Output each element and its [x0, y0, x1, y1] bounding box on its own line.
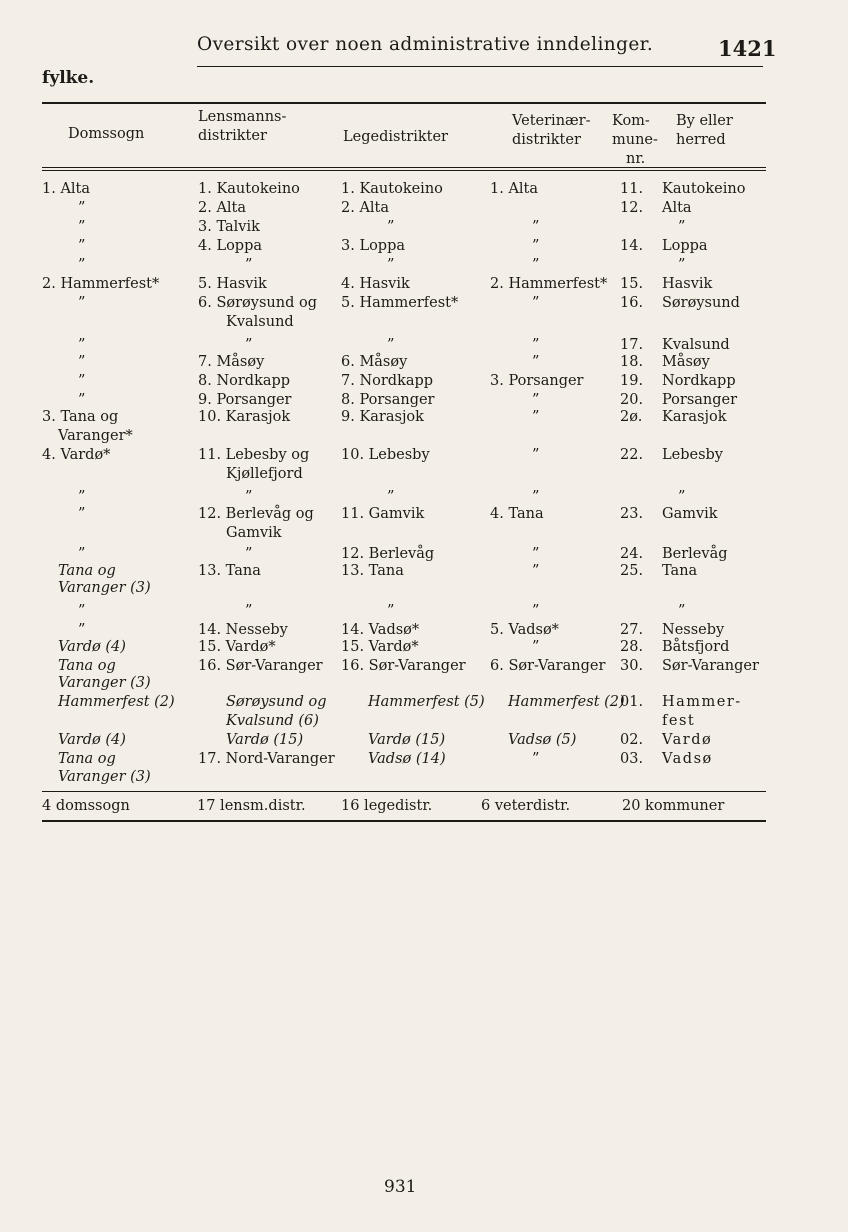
- domssogn-cell: 1. Alta: [42, 181, 91, 197]
- veterinaer-cell: ”: [532, 489, 540, 505]
- lensmann-cell: ”: [245, 257, 253, 273]
- by-herred-cell: Måsøy: [662, 354, 710, 370]
- by-herred-cell: Vardø: [662, 732, 713, 748]
- table-top-rule: [42, 102, 766, 104]
- domssogn-cell: 3. Tana og: [42, 409, 119, 425]
- lensmann-cell: ”: [245, 603, 253, 619]
- domssogn-cell: Tana og: [58, 563, 116, 579]
- lege-cell: 15. Vardø*: [341, 639, 419, 655]
- veterinaer-cell: ”: [532, 219, 540, 235]
- domssogn-cell: ”: [78, 373, 86, 389]
- lege-cell: ”: [387, 603, 395, 619]
- header-bottom-rule: [42, 167, 766, 168]
- lege-cell: 16. Sør-Varanger: [341, 658, 466, 674]
- page-footer-number: 931: [384, 1177, 417, 1197]
- veterinaer-cell: 3. Porsanger: [490, 373, 584, 389]
- header-bottom-rule-2: [42, 170, 766, 171]
- header-rule: [197, 66, 763, 67]
- veterinaer-cell: 1. Alta: [490, 181, 539, 197]
- veterinaer-cell: ”: [532, 337, 540, 353]
- veterinaer-cell: Hammerfest (2): [508, 694, 625, 710]
- kommune-nr-cell: 16.: [620, 295, 644, 311]
- kommune-nr-cell: 03.: [620, 751, 644, 767]
- lensmann-cell: 12. Berlevåg og: [198, 506, 314, 522]
- lege-cell: 6. Måsøy: [341, 354, 408, 370]
- kommune-nr-cell: 23.: [620, 506, 644, 522]
- lege-cell: 9. Karasjok: [341, 409, 424, 425]
- column-header-veterinaer: [512, 112, 591, 150]
- lensmann-cell: Kvalsund: [226, 314, 294, 330]
- veterinaer-cell: ”: [532, 447, 540, 463]
- lensmann-cell: 8. Nordkapp: [198, 373, 291, 389]
- domssogn-cell: ”: [78, 546, 86, 562]
- by-herred-cell: Nordkapp: [662, 373, 736, 389]
- lensmann-cell: Kjøllefjord: [226, 466, 303, 482]
- domssogn-cell: Varanger (3): [58, 675, 151, 691]
- veterinaer-cell: ”: [532, 295, 540, 311]
- kommune-nr-cell: 12.: [620, 200, 644, 216]
- lege-cell: 4. Hasvik: [341, 276, 410, 292]
- domssogn-cell: Varanger*: [58, 428, 133, 444]
- veterinaer-cell: ”: [532, 751, 540, 767]
- by-herred-cell: Alta: [662, 200, 692, 216]
- lensmann-cell: 11. Lebesby og: [198, 447, 310, 463]
- by-herred-cell: Berlevåg: [662, 546, 728, 562]
- kommune-nr-cell: 24.: [620, 546, 644, 562]
- lensmann-cell: 2. Alta: [198, 200, 247, 216]
- lege-cell: Vadsø (14): [368, 751, 446, 767]
- lege-cell: ”: [387, 219, 395, 235]
- kommune-nr-cell: 22.: [620, 447, 644, 463]
- domssogn-cell: ”: [78, 200, 86, 216]
- kommune-nr-cell: 2ø.: [620, 409, 643, 425]
- domssogn-cell: ”: [78, 238, 86, 254]
- by-herred-cell: Nesseby: [662, 622, 725, 638]
- lensmann-cell: Sørøysund og: [226, 694, 327, 710]
- total-domssogn: 4 domssogn: [42, 798, 130, 814]
- kommune-nr-cell: 14.: [620, 238, 644, 254]
- lensmann-cell: Vardø (15): [226, 732, 304, 748]
- by-herred-cell: ”: [678, 257, 686, 273]
- domssogn-cell: ”: [78, 354, 86, 370]
- domssogn-cell: ”: [78, 622, 86, 638]
- column-header-veterinaer-line1: Veterinær-: [512, 113, 591, 129]
- kommune-nr-cell: 30.: [620, 658, 644, 674]
- lensmann-cell: 15. Vardø*: [198, 639, 276, 655]
- domssogn-cell: ”: [78, 506, 86, 522]
- lege-cell: 7. Nordkapp: [341, 373, 434, 389]
- column-header-lensmann-line1: Lensmanns-: [198, 109, 287, 125]
- veterinaer-cell: 4. Tana: [490, 506, 544, 522]
- domssogn-cell: ”: [78, 337, 86, 353]
- domssogn-cell: Hammerfest (2): [58, 694, 175, 710]
- domssogn-cell: ”: [78, 295, 86, 311]
- lege-cell: 10. Lebesby: [341, 447, 430, 463]
- lensmann-cell: 4. Loppa: [198, 238, 263, 254]
- column-header-kommune: [612, 112, 658, 169]
- lensmann-cell: ”: [245, 337, 253, 353]
- column-header-by-line1: By eller: [676, 113, 733, 129]
- domssogn-cell: ”: [78, 392, 86, 408]
- column-header-kommune-line2: mune-: [612, 132, 658, 148]
- veterinaer-cell: ”: [532, 354, 540, 370]
- lensmann-cell: Gamvik: [226, 525, 282, 541]
- domssogn-cell: ”: [78, 603, 86, 619]
- by-herred-cell: Gamvik: [662, 506, 718, 522]
- column-header-lensmann-line2: distrikter: [198, 128, 267, 144]
- kommune-nr-cell: 11.: [620, 181, 644, 197]
- lensmann-cell: Kvalsund (6): [226, 713, 319, 729]
- by-herred-cell: Hasvik: [662, 276, 713, 292]
- veterinaer-cell: 2. Hammerfest*: [490, 276, 608, 292]
- by-herred-cell: Sørøysund: [662, 295, 740, 311]
- domssogn-cell: Vardø (4): [58, 639, 126, 655]
- kommune-nr-cell: 02.: [620, 732, 644, 748]
- lege-cell: Vardø (15): [368, 732, 446, 748]
- column-header-veterinaer-line2: distrikter: [512, 132, 581, 148]
- by-herred-cell: Karasjok: [662, 409, 727, 425]
- veterinaer-cell: ”: [532, 238, 540, 254]
- total-lensmann: 17 lensm.distr.: [197, 798, 306, 814]
- by-herred-cell: ”: [678, 603, 686, 619]
- column-header-lege: Legedistrikter: [343, 129, 448, 145]
- lensmann-cell: 3. Talvik: [198, 219, 260, 235]
- lege-cell: 5. Hammerfest*: [341, 295, 459, 311]
- veterinaer-cell: ”: [532, 392, 540, 408]
- by-herred-cell: Sør-Varanger: [662, 658, 759, 674]
- lege-cell: ”: [387, 489, 395, 505]
- domssogn-cell: 4. Vardø*: [42, 447, 111, 463]
- lensmann-cell: 16. Sør-Varanger: [198, 658, 323, 674]
- total-kommuner: 20 kommuner: [622, 798, 725, 814]
- column-header-kommune-line3: nr.: [626, 151, 646, 167]
- column-header-by-line2: herred: [676, 132, 726, 148]
- lege-cell: 3. Loppa: [341, 238, 406, 254]
- veterinaer-cell: 6. Sør-Varanger: [490, 658, 606, 674]
- domssogn-cell: Vardø (4): [58, 732, 126, 748]
- veterinaer-cell: Vadsø (5): [508, 732, 577, 748]
- by-herred-cell: Loppa: [662, 238, 708, 254]
- lege-cell: ”: [387, 337, 395, 353]
- by-herred-cell: Hammer-: [662, 694, 742, 710]
- kommune-nr-cell: 20.: [620, 392, 644, 408]
- domssogn-cell: ”: [78, 257, 86, 273]
- kommune-nr-cell: 01.: [620, 694, 644, 710]
- by-herred-cell: Porsanger: [662, 392, 738, 408]
- lege-cell: 2. Alta: [341, 200, 390, 216]
- veterinaer-cell: ”: [532, 546, 540, 562]
- lensmann-cell: 5. Hasvik: [198, 276, 267, 292]
- by-herred-cell: Kautokeino: [662, 181, 746, 197]
- total-lege: 16 legedistr.: [341, 798, 433, 814]
- kommune-nr-cell: 19.: [620, 373, 644, 389]
- domssogn-cell: ”: [78, 219, 86, 235]
- lege-cell: 8. Porsanger: [341, 392, 435, 408]
- by-herred-cell: ”: [678, 489, 686, 505]
- veterinaer-cell: ”: [532, 603, 540, 619]
- column-header-domssogn: Domssogn: [68, 126, 145, 142]
- column-header-lensmann: [198, 108, 286, 146]
- lege-cell: 13. Tana: [341, 563, 404, 579]
- veterinaer-cell: ”: [532, 257, 540, 273]
- lege-cell: 11. Gamvik: [341, 506, 425, 522]
- domssogn-cell: Tana og: [58, 658, 116, 674]
- lensmann-cell: 6. Sørøysund og: [198, 295, 317, 311]
- domssogn-cell: Varanger (3): [58, 769, 151, 785]
- by-herred-cell: Kvalsund: [662, 337, 730, 353]
- veterinaer-cell: ”: [532, 409, 540, 425]
- lensmann-cell: 9. Porsanger: [198, 392, 292, 408]
- lensmann-cell: 13. Tana: [198, 563, 261, 579]
- lege-cell: ”: [387, 257, 395, 273]
- veterinaer-cell: ”: [532, 639, 540, 655]
- table-bottom-rule: [42, 820, 766, 822]
- kommune-nr-cell: 27.: [620, 622, 644, 638]
- veterinaer-cell: ”: [532, 563, 540, 579]
- domssogn-cell: ”: [78, 489, 86, 505]
- kommune-nr-cell: 28.: [620, 639, 644, 655]
- lege-cell: Hammerfest (5): [368, 694, 485, 710]
- by-herred-cell: Båtsfjord: [662, 639, 730, 655]
- column-header-kommune-line1: Kom-: [612, 113, 650, 129]
- domssogn-cell: Tana og: [58, 751, 116, 767]
- by-herred-cell: Vadsø: [662, 751, 713, 767]
- by-herred-cell: Lebesby: [662, 447, 723, 463]
- kommune-nr-cell: 25.: [620, 563, 644, 579]
- by-herred-cell: ”: [678, 219, 686, 235]
- domssogn-cell: Varanger (3): [58, 580, 151, 596]
- lensmann-cell: 10. Karasjok: [198, 409, 291, 425]
- by-herred-cell: Tana: [662, 563, 698, 579]
- totals-top-rule: [42, 791, 766, 792]
- lensmann-cell: ”: [245, 489, 253, 505]
- lege-cell: 14. Vadsø*: [341, 622, 420, 638]
- lensmann-cell: ”: [245, 546, 253, 562]
- kommune-nr-cell: 18.: [620, 354, 644, 370]
- page-number: 1421: [718, 36, 777, 61]
- total-veterinaer: 6 veterdistr.: [481, 798, 571, 814]
- column-header-by-herred: [676, 112, 733, 150]
- lege-cell: 12. Berlevåg: [341, 546, 435, 562]
- domssogn-cell: 2. Hammerfest*: [42, 276, 160, 292]
- lensmann-cell: 7. Måsøy: [198, 354, 265, 370]
- section-label: fylke.: [42, 68, 95, 88]
- lege-cell: 1. Kautokeino: [341, 181, 443, 197]
- kommune-nr-cell: 15.: [620, 276, 644, 292]
- lensmann-cell: 14. Nesseby: [198, 622, 288, 638]
- by-herred-cell: fest: [662, 713, 696, 729]
- page-title: Oversikt over noen administrative inndelinger.: [197, 34, 654, 55]
- veterinaer-cell: 5. Vadsø*: [490, 622, 559, 638]
- kommune-nr-cell: 17.: [620, 337, 644, 353]
- lensmann-cell: 17. Nord-Varanger: [198, 751, 335, 767]
- lensmann-cell: 1. Kautokeino: [198, 181, 300, 197]
